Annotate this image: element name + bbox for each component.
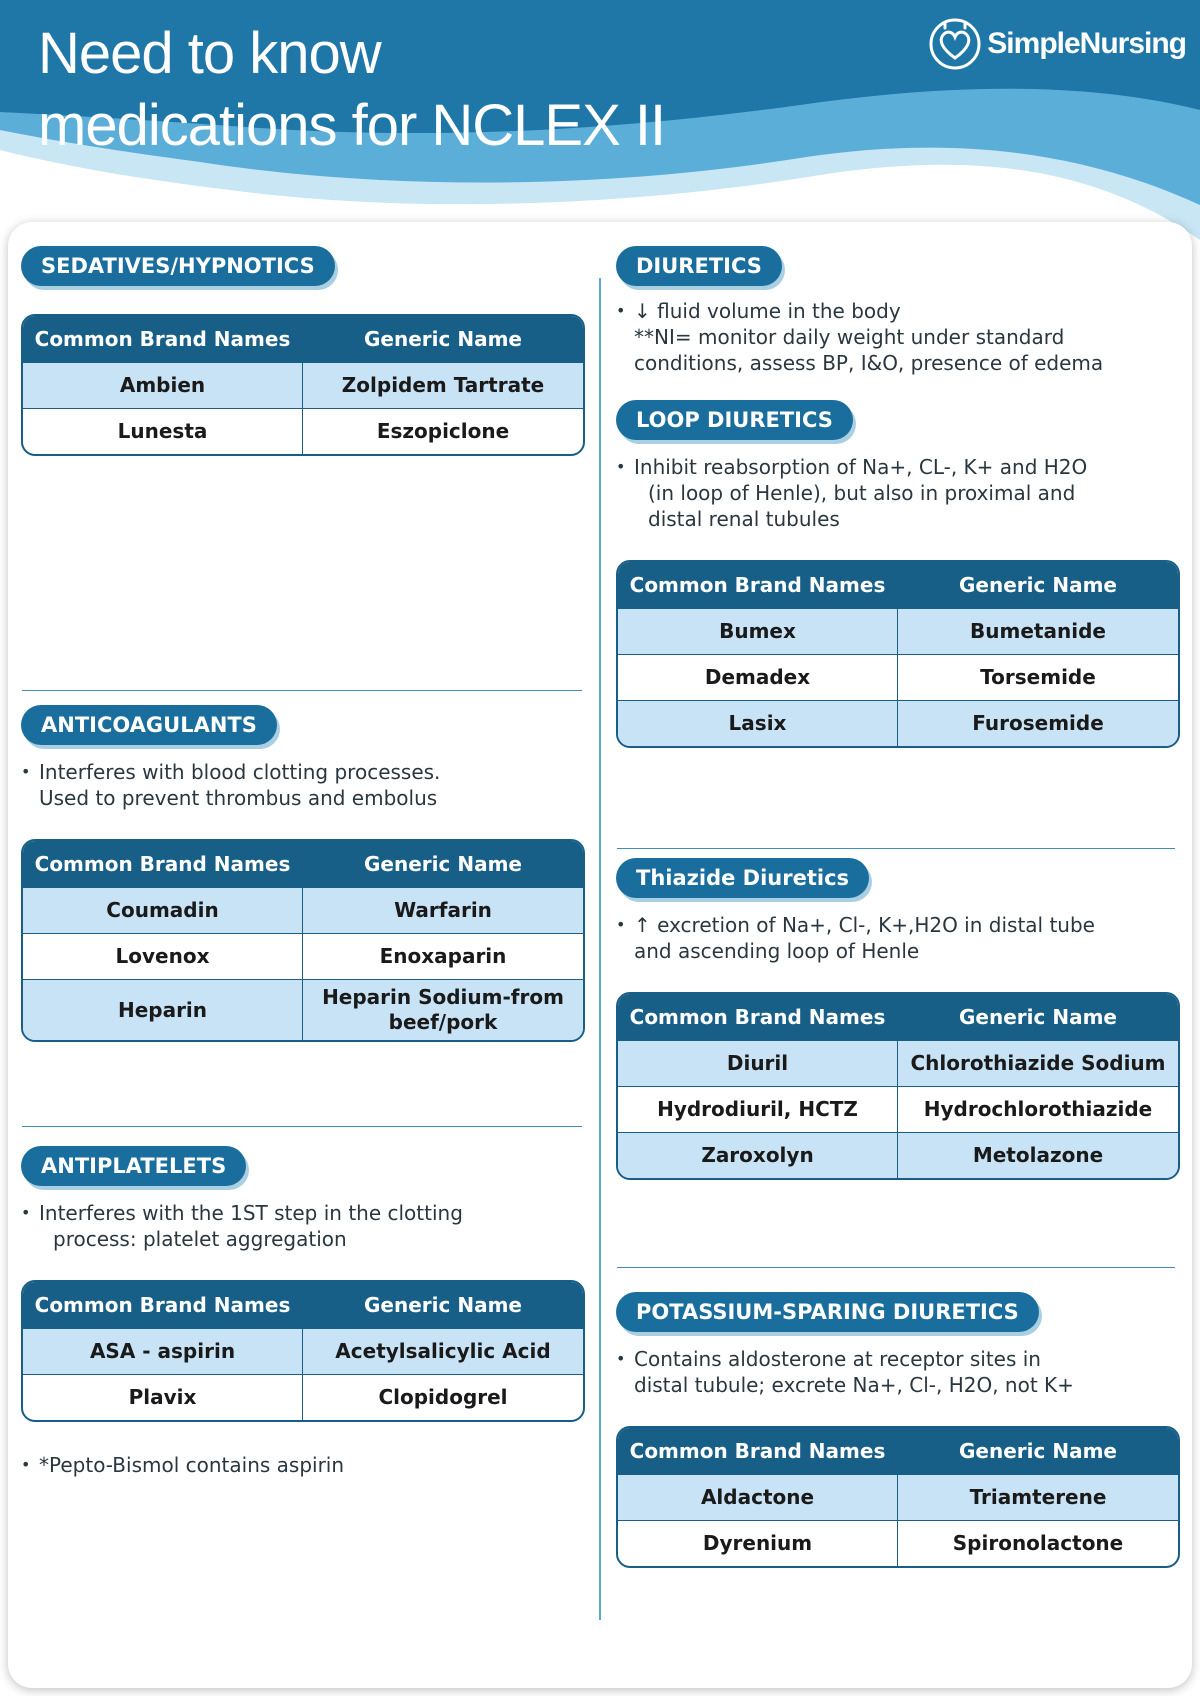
brand-cell: Demadex xyxy=(618,654,898,700)
section-title: SEDATIVES/HYPNOTICS xyxy=(21,246,335,286)
brand-cell: Lasix xyxy=(618,700,898,746)
table-row xyxy=(618,654,1178,700)
generic-cell: Triamterene xyxy=(898,1474,1178,1520)
section-sedatives-hypnotics xyxy=(21,246,585,456)
generic-cell: Acetylsalicylic Acid xyxy=(303,1328,583,1374)
generic-cell: Clopidogrel xyxy=(303,1374,583,1420)
brand-cell: Aldactone xyxy=(618,1474,898,1520)
brand-cell: Ambien xyxy=(23,362,303,408)
table-row xyxy=(23,933,583,979)
generic-cell: Eszopiclone xyxy=(303,408,583,454)
table-row xyxy=(618,1040,1178,1086)
generic-cell: Hydrochlorothiazide xyxy=(898,1086,1178,1132)
column-divider xyxy=(599,278,601,1620)
medication-table xyxy=(616,1426,1180,1568)
section-title: DIURETICS xyxy=(616,246,782,286)
medication-table xyxy=(616,560,1180,748)
section-title: POTASSIUM-SPARING DIURETICS xyxy=(616,1292,1039,1332)
section-anticoagulants xyxy=(21,705,585,1042)
column-header-generic: Generic Name xyxy=(303,841,583,887)
brand-cell: Coumadin xyxy=(23,887,303,933)
section-title: LOOP DIURETICS xyxy=(616,400,853,440)
brand-cell: Heparin xyxy=(23,979,303,1040)
brand-cell: Diuril xyxy=(618,1040,898,1086)
divider-left-1 xyxy=(22,690,582,691)
table-row xyxy=(618,1520,1178,1566)
table-row xyxy=(23,887,583,933)
brand-cell: Hydrodiuril, HCTZ xyxy=(618,1086,898,1132)
column-header-brand: Common Brand Names xyxy=(23,841,303,887)
brand-cell: ASA - aspirin xyxy=(23,1328,303,1374)
table-row xyxy=(23,1328,583,1374)
column-header-brand: Common Brand Names xyxy=(618,994,898,1040)
generic-cell: Heparin Sodium-from beef/pork xyxy=(303,979,583,1040)
page-title-line-1: Need to know xyxy=(38,21,381,86)
brand-logo xyxy=(927,16,1186,72)
column-header-brand: Common Brand Names xyxy=(618,562,898,608)
section-description: • Interferes with the 1ST step in the clotting process: platelet aggregation xyxy=(21,1200,585,1252)
section-description: • Inhibit reabsorption of Na+, CL-, K+ and H2O (in loop of Henle), but also in proximal and distal renal tubules xyxy=(616,454,1180,532)
divider-right-2 xyxy=(617,1267,1175,1268)
generic-cell: Furosemide xyxy=(898,700,1178,746)
table-row xyxy=(23,408,583,454)
column-header-brand: Common Brand Names xyxy=(618,1428,898,1474)
section-thiazide-diuretics xyxy=(616,858,1180,1180)
column-header-generic: Generic Name xyxy=(898,1428,1178,1474)
table-row xyxy=(618,608,1178,654)
column-header-generic: Generic Name xyxy=(303,316,583,362)
table-row xyxy=(618,700,1178,746)
generic-cell: Torsemide xyxy=(898,654,1178,700)
brand-cell: Lovenox xyxy=(23,933,303,979)
table-row xyxy=(23,1374,583,1420)
divider-right-1 xyxy=(617,848,1175,849)
medication-table xyxy=(21,839,585,1042)
column-header-generic: Generic Name xyxy=(898,562,1178,608)
column-header-brand: Common Brand Names xyxy=(23,1282,303,1328)
section-loop-diuretics xyxy=(616,400,1180,748)
page-title-line-2: medications for NCLEX II xyxy=(38,93,666,158)
brand-name: SimpleNursing xyxy=(987,27,1186,60)
section-description: • ↓ fluid volume in the body **NI= monitor daily weight under standard conditions, assess BP, I&O, presence of edema xyxy=(616,298,1103,376)
page-title xyxy=(38,18,665,162)
generic-cell: Warfarin xyxy=(303,887,583,933)
column-header-generic: Generic Name xyxy=(898,994,1178,1040)
generic-cell: Bumetanide xyxy=(898,608,1178,654)
generic-cell: Chlorothiazide Sodium xyxy=(898,1040,1178,1086)
stethoscope-heart-icon xyxy=(927,16,983,72)
brand-cell: Lunesta xyxy=(23,408,303,454)
medication-table xyxy=(21,314,585,456)
section-diuretics xyxy=(616,246,1103,376)
generic-cell: Zolpidem Tartrate xyxy=(303,362,583,408)
medication-table xyxy=(21,1280,585,1422)
brand-cell: Bumex xyxy=(618,608,898,654)
column-header-generic: Generic Name xyxy=(303,1282,583,1328)
generic-cell: Metolazone xyxy=(898,1132,1178,1178)
table-row xyxy=(618,1132,1178,1178)
aspirin-note: • *Pepto-Bismol contains aspirin xyxy=(21,1452,585,1478)
table-row xyxy=(23,362,583,408)
table-row xyxy=(618,1474,1178,1520)
medication-table xyxy=(616,992,1180,1180)
section-title: ANTIPLATELETS xyxy=(21,1146,246,1186)
section-antiplatelets xyxy=(21,1146,585,1478)
section-title: ANTICOAGULANTS xyxy=(21,705,277,745)
divider-left-2 xyxy=(22,1126,582,1127)
section-description: • ↑ excretion of Na+, Cl-, K+,H2O in distal tube and ascending loop of Henle xyxy=(616,912,1180,964)
section-potassium-sparing-diuretics xyxy=(616,1292,1180,1568)
table-row xyxy=(23,979,583,1040)
section-title: Thiazide Diuretics xyxy=(616,858,869,898)
column-header-brand: Common Brand Names xyxy=(23,316,303,362)
brand-cell: Dyrenium xyxy=(618,1520,898,1566)
generic-cell: Spironolactone xyxy=(898,1520,1178,1566)
section-description: • Interferes with blood clotting processes. Used to prevent thrombus and embolus xyxy=(21,759,585,811)
brand-cell: Plavix xyxy=(23,1374,303,1420)
generic-cell: Enoxaparin xyxy=(303,933,583,979)
table-row xyxy=(618,1086,1178,1132)
section-description: • Contains aldosterone at receptor sites in distal tubule; excrete Na+, Cl-, H2O, not K+ xyxy=(616,1346,1180,1398)
brand-cell: Zaroxolyn xyxy=(618,1132,898,1178)
